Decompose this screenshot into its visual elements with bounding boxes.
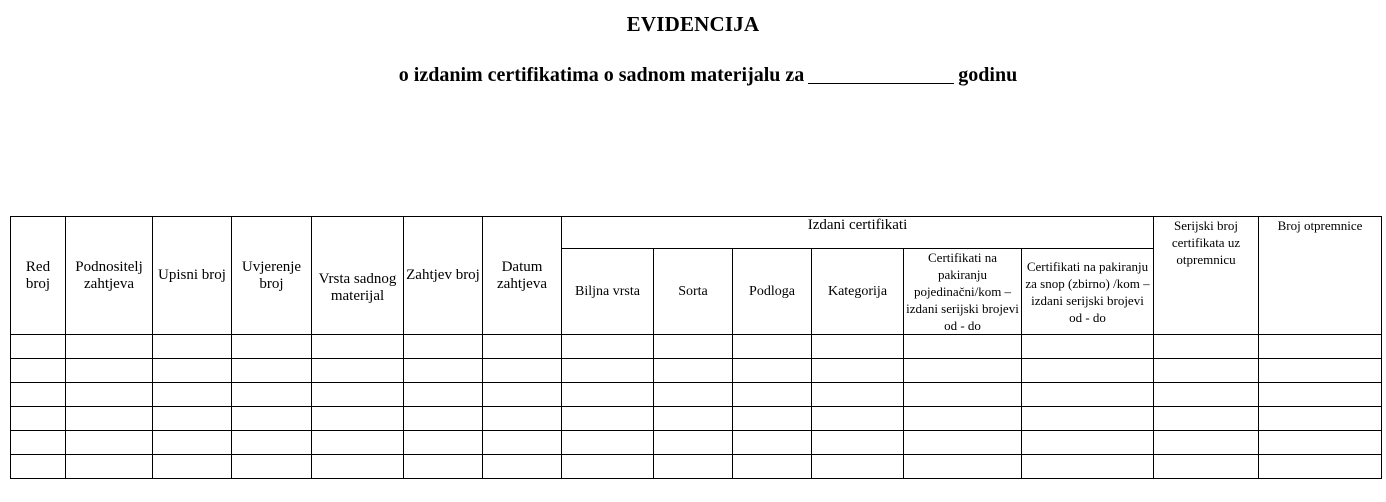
table-cell (733, 359, 812, 383)
header-biljna-vrsta: Biljna vrsta (562, 249, 654, 335)
table-cell (483, 359, 562, 383)
table-cell (562, 455, 654, 479)
table-cell (1154, 455, 1259, 479)
table-cell (1259, 359, 1382, 383)
table-cell (812, 431, 904, 455)
table-cell (1259, 431, 1382, 455)
header-zahtjev-broj: Zahtjev broj (404, 217, 483, 335)
table-cell (1022, 335, 1154, 359)
header-uvjerenje-broj: Uvjerenje broj (232, 217, 312, 335)
table-row (11, 335, 1382, 359)
header-broj-otpremnice: Broj otpremnice (1259, 217, 1382, 335)
table-cell (153, 383, 232, 407)
header-certifikati-pojedinacni: Certifikati na pakiranju pojedinačni/kom – izdani serijski brojevi od - do (904, 249, 1022, 335)
table-cell (904, 383, 1022, 407)
table-cell (1154, 431, 1259, 455)
table-cell (483, 335, 562, 359)
table-cell (232, 359, 312, 383)
table-cell (11, 359, 66, 383)
table-cell (312, 407, 404, 431)
table-cell (733, 335, 812, 359)
table-cell (404, 455, 483, 479)
table-cell (153, 359, 232, 383)
year-blank-line (808, 64, 954, 84)
table-cell (66, 455, 153, 479)
table-cell (66, 431, 153, 455)
table-cell (562, 359, 654, 383)
table-cell (733, 455, 812, 479)
table-cell (404, 407, 483, 431)
table-cell (404, 359, 483, 383)
table-cell (153, 431, 232, 455)
table-cell (404, 431, 483, 455)
table-cell (11, 407, 66, 431)
table-cell (1259, 407, 1382, 431)
header-podnositelj-zahtjeva: Podnositelj zahtjeva (66, 217, 153, 335)
table-cell (483, 431, 562, 455)
evidence-table (10, 216, 1382, 479)
table-cell (11, 383, 66, 407)
table-cell (1154, 359, 1259, 383)
table-cell (904, 431, 1022, 455)
table-cell (904, 455, 1022, 479)
header-serijski-broj: Serijski broj certifikata uz otpremnicu (1154, 217, 1259, 335)
table-cell (654, 431, 733, 455)
table-cell (562, 407, 654, 431)
table-cell (562, 335, 654, 359)
table-cell (483, 383, 562, 407)
table-row (11, 383, 1382, 407)
table-cell (1022, 431, 1154, 455)
table-cell (654, 407, 733, 431)
table-cell (483, 407, 562, 431)
table-cell (1154, 407, 1259, 431)
table-cell (904, 407, 1022, 431)
table-cell (153, 335, 232, 359)
header-datum-zahtjeva: Datum zahtjeva (483, 217, 562, 335)
header-izdani-certifikati: Izdani certifikati (562, 217, 1154, 249)
table-cell (66, 407, 153, 431)
table-cell (232, 335, 312, 359)
header-upisni-broj: Upisni broj (153, 217, 232, 335)
table-cell (66, 383, 153, 407)
table-cell (404, 383, 483, 407)
table-cell (312, 383, 404, 407)
table-cell (812, 383, 904, 407)
table-cell (232, 383, 312, 407)
table-cell (812, 335, 904, 359)
table-cell (1259, 335, 1382, 359)
table-cell (153, 455, 232, 479)
page-subtitle (0, 64, 1386, 87)
table-cell (404, 335, 483, 359)
table-cell (1154, 335, 1259, 359)
table-cell (812, 455, 904, 479)
table-cell (11, 335, 66, 359)
header-kategorija: Kategorija (812, 249, 904, 335)
table-cell (1259, 383, 1382, 407)
table-cell (733, 407, 812, 431)
table-cell (654, 455, 733, 479)
table-cell (733, 431, 812, 455)
table-cell (1022, 359, 1154, 383)
table-row (11, 407, 1382, 431)
header-certifikati-snop: Certifikati na pakiranju za snop (zbirno) /kom – izdani serijski brojevi od - do (1022, 249, 1154, 335)
table-row (11, 431, 1382, 455)
table-cell (312, 431, 404, 455)
table-cell (904, 335, 1022, 359)
table-cell (562, 431, 654, 455)
table-cell (812, 359, 904, 383)
table-cell (1259, 455, 1382, 479)
page-title: EVIDENCIJA (626, 12, 760, 36)
table-cell (153, 407, 232, 431)
table-cell (1022, 407, 1154, 431)
table-cell (232, 431, 312, 455)
table-cell (312, 359, 404, 383)
table-body (11, 335, 1382, 479)
table-cell (483, 455, 562, 479)
header-red-broj: Red broj (11, 217, 66, 335)
table-cell (654, 335, 733, 359)
table-cell (1022, 455, 1154, 479)
table-cell (232, 407, 312, 431)
table-cell (66, 359, 153, 383)
table-cell (733, 383, 812, 407)
table-cell (812, 407, 904, 431)
table-cell (312, 335, 404, 359)
table-cell (232, 455, 312, 479)
table-cell (11, 455, 66, 479)
table-cell (1022, 383, 1154, 407)
table-row (11, 455, 1382, 479)
table-cell (562, 383, 654, 407)
header-sorta: Sorta (654, 249, 733, 335)
subtitle-text: o izdanim certifikatima o sadnom materijalu za (398, 64, 805, 86)
table-cell (654, 359, 733, 383)
header-vrsta-sadnog-materijala: Vrsta sadnog materijal (312, 217, 404, 335)
subtitle-suffix: godinu (958, 64, 1018, 86)
table-cell (312, 455, 404, 479)
table-cell (1154, 383, 1259, 407)
header-podloga: Podloga (733, 249, 812, 335)
table-cell (904, 359, 1022, 383)
table-cell (654, 383, 733, 407)
table-cell (66, 335, 153, 359)
table-row (11, 359, 1382, 383)
table-cell (11, 431, 66, 455)
